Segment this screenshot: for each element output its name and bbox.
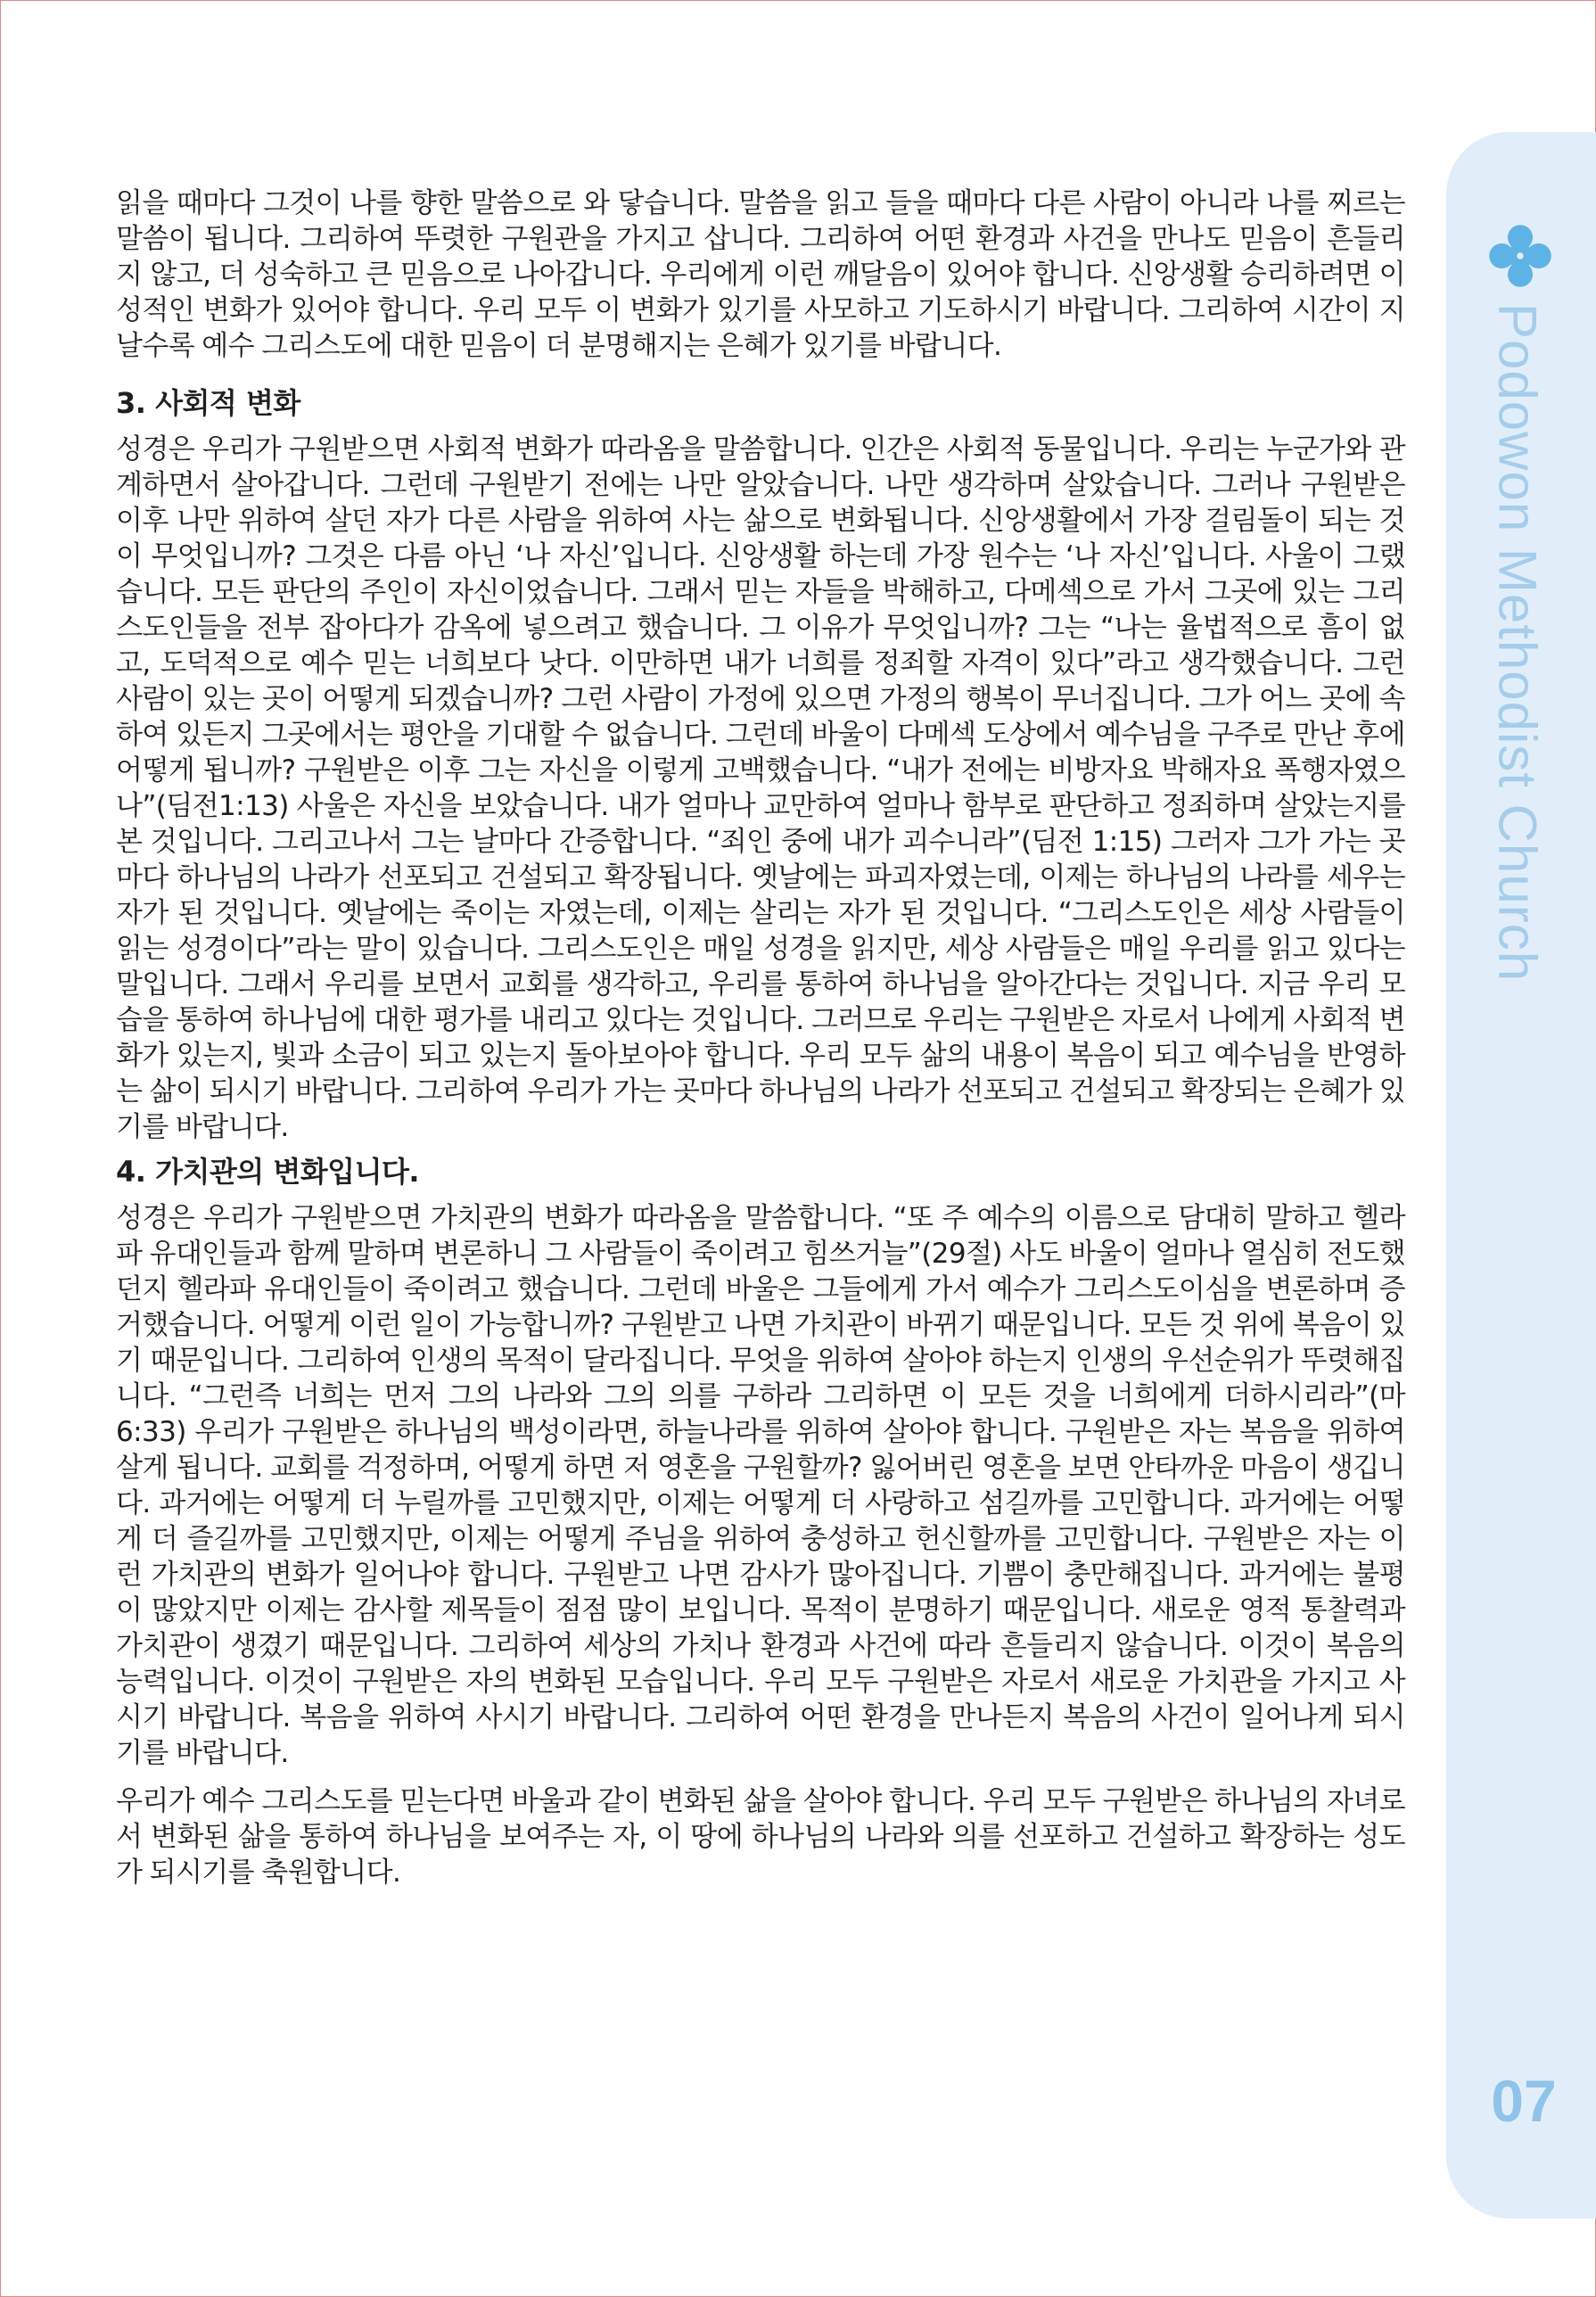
article-body bbox=[116, 185, 1405, 1890]
section-4-paragraph: 성경은 우리가 구원받으면 가치관의 변화가 따라옴을 말씀합니다. “또 주 예수의 이름으로 담대히 말하고 헬라파 유대인들과 함께 말하며 변론하니 그 사람들이 죽이려고 힘쓰거늘”(29절) 사도 바울이 얼마나 열심히 전도했던지 헬라파 유대인들이 죽이려고 했습니다. 그런데 바울은 그들에게 가서 예수가 그리스도이심을 변론하며 증거했습니다. 어떻게 이런 일이 가능합니까? 구원받고 나면 가치관이 바뀌기 때문입니다. 모든 것 위에 복음이 있기 때문입니다. 그리하여 인생의 목적이 달라집니다. 무엇을 위하여 살아야 하는지 인생의 우선순위가 뚜렷해집니다. “그런즉 너희는 먼저 그의 나라와 그의 의를 구하라 그리하면 이 모든 것을 너희에게 더하시리라”(마6:33) 우리가 구원받은 하나님의 백성이라면, 하늘나라를 위하여 살아야 합니다. 구원받은 자는 복음을 위하여 살게 됩니다. 교회를 걱정하며, 어떻게 하면 저 영혼을 구원할까? 잃어버린 영혼을 보면 안타까운 마음이 생깁니다. 과거에는 어떻게 더 누릴까를 고민했지만, 이제는 어떻게 더 사랑하고 섬길까를 고민합니다. 과거에는 어떻게 더 즐길까를 고민했지만, 이제는 어떻게 주님을 위하여 충성하고 헌신할까를 고민합니다. 구원받은 자는 이런 가치관의 변화가 일어나야 합니다. 구원받고 나면 감사가 많아집니다. 기쁨이 충만해집니다. 과거에는 불평이 많았지만 이제는 감사할 제목들이 점점 많이 보입니다. 목적이 분명하기 때문입니다. 새로운 영적 통찰력과 가치관이 생겼기 때문입니다. 그리하여 세상의 가치나 환경과 사건에 따라 흔들리지 않습니다. 이것이 복음의 능력입니다. 이것이 구원받은 자의 변화된 모습입니다. 우리 모두 구원받은 자로서 새로운 가치관을 가지고 사시기 바랍니다. 복음을 위하여 사시기 바랍니다. 그리하여 어떤 환경을 만나든지 복음의 사건이 일어나게 되시기를 바랍니다. bbox=[116, 1202, 1405, 1769]
section-3-heading: 3. 사회적 변화 bbox=[116, 386, 300, 420]
church-name: Podowon Methodist Church bbox=[1487, 303, 1548, 983]
section-4-heading: 4. 가치관의 변화입니다. bbox=[116, 1155, 420, 1189]
intro-paragraph: 읽을 때마다 그것이 나를 향한 말씀으로 와 닿습니다. 말씀을 읽고 들을 때마다 다른 사람이 아니라 나를 찌르는 말씀이 됩니다. 그리하여 뚜렷한 구원관을 가지고 삽니다. 그리하여 어떤 환경과 사건을 만나도 믿음이 흔들리지 않고, 더 성숙하고 큰 믿음으로 나아갑니다. 우리에게 이런 깨달음이 있어야 합니다. 신앙생활 승리하려면 이성적인 변화가 있어야 합니다. 우리 모두 이 변화가 있기를 사모하고 기도하시기 바랍니다. 그리하여 시간이 지날수록 예수 그리스도에 대한 믿음이 더 분명해지는 은혜가 있기를 바랍니다. bbox=[116, 187, 1405, 362]
section-3-paragraph: 성경은 우리가 구원받으면 사회적 변화가 따라옴을 말씀합니다. 인간은 사회적 동물입니다. 우리는 누군가와 관계하면서 살아갑니다. 그런데 구원받기 전에는 나만 알았습니다. 나만 생각하며 살았습니다. 그러나 구원받은 이후 나만 위하여 살던 자가 다른 사람을 위하여 사는 삶으로 변화됩니다. 신앙생활에서 가장 걸림돌이 되는 것이 무엇입니까? 그것은 다름 아닌 ‘나 자신’입니다. 신앙생활 하는데 가장 원수는 ‘나 자신’입니다. 사울이 그랬습니다. 모든 판단의 주인이 자신이었습니다. 그래서 믿는 자들을 박해하고, 다메섹으로 가서 그곳에 있는 그리스도인들을 전부 잡아다가 감옥에 넣으려고 했습니다. 그 이유가 무엇입니까? 그는 “나는 율법적으로 흠이 없고, 도덕적으로 예수 믿는 너희보다 낫다. 이만하면 내가 너희를 정죄할 자격이 있다”라고 생각했습니다. 그런 사람이 있는 곳이 어떻게 되겠습니까? 그런 사람이 가정에 있으면 가정의 행복이 무너집니다. 그가 어느 곳에 속하여 있든지 그곳에서는 평안을 기대할 수 없습니다. 그런데 바울이 다메섹 도상에서 예수님을 구주로 만난 후에 어떻게 됩니까? 구원받은 이후 그는 자신을 이렇게 고백했습니다. “내가 전에는 비방자요 박해자요 폭행자였으나”(딤전1:13) 사울은 자신을 보았습니다. 내가 얼마나 교만하여 얼마나 함부로 판단하고 정죄하며 살았는지를 본 것입니다. 그리고나서 그는 날마다 간증합니다. “죄인 중에 내가 괴수니라”(딤전 1:15) 그러자 그가 가는 곳마다 하나님의 나라가 선포되고 건설되고 확장됩니다. 옛날에는 파괴자였는데, 이제는 하나님의 나라를 세우는 자가 된 것입니다. 옛날에는 죽이는 자였는데, 이제는 살리는 자가 된 것입니다. “그리스도인은 세상 사람들이 읽는 성경이다”라는 말이 있습니다. 그리스도인은 매일 성경을 읽지만, 세상 사람들은 매일 우리를 읽고 있다는 말입니다. 그래서 우리를 보면서 교회를 생각하고, 우리를 통하여 하나님을 알아간다는 것입니다. 지금 우리 모습을 통하여 하나님에 대한 평가를 내리고 있다는 것입니다. 그러므로 우리는 구원받은 자로서 나에게 사회적 변화가 있는지, 빛과 소금이 되고 있는지 돌아보아야 합니다. 우리 모두 삶의 내용이 복음이 되고 예수님을 반영하는 삶이 되시기 바랍니다. 그리하여 우리가 가는 곳마다 하나님의 나라가 선포되고 건설되고 확장되는 은혜가 있기를 바랍니다. bbox=[116, 433, 1405, 1143]
page-number: 07 bbox=[1491, 2068, 1557, 2134]
clover-cross-icon bbox=[1487, 223, 1553, 289]
closing-paragraph: 우리가 예수 그리스도를 믿는다면 바울과 같이 변화된 삶을 살아야 합니다. 우리 모두 구원받은 하나님의 자녀로서 변화된 삶을 통하여 하나님을 보여주는 자, 이 땅에 하나님의 나라와 의를 선포하고 건설하고 확장하는 성도가 되시기를 축원합니다. bbox=[116, 1785, 1405, 1889]
